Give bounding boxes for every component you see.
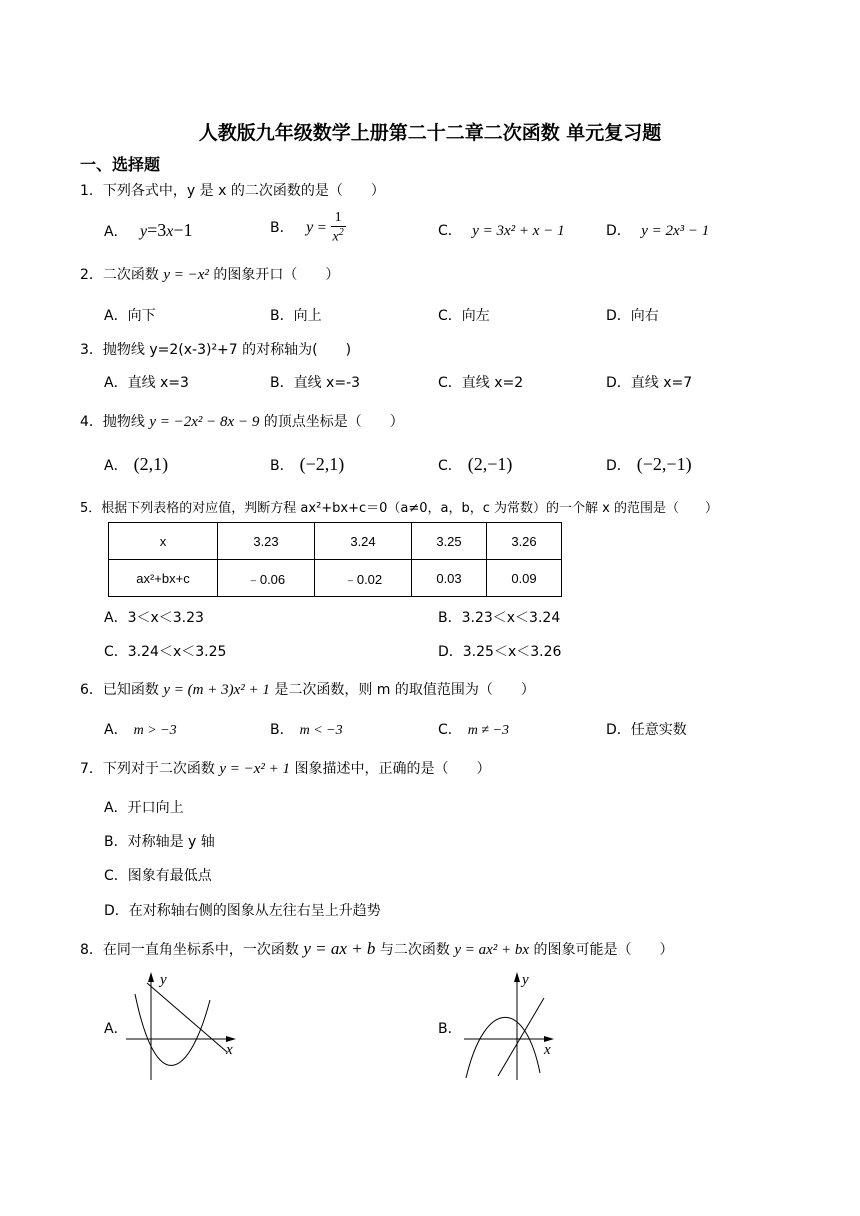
question-5-stem: 5．根据下列表格的对应值，判断方程 ax²+bx+c＝0（a≠0，a，b，c 为常数）的一个解 x 的范围是（ ） bbox=[80, 501, 719, 516]
table-cell: ﹣0.06 bbox=[218, 560, 315, 597]
table-cell: x bbox=[109, 523, 218, 560]
q3-option-a: A．直线 x=3 bbox=[104, 375, 189, 391]
q4-option-b: B． (−2,1) bbox=[270, 454, 345, 474]
q2-option-d: D．向右 bbox=[606, 308, 659, 324]
q6-option-b: B． m < −3 bbox=[270, 722, 343, 738]
table-cell: 3.24 bbox=[315, 523, 412, 560]
q1-option-a: A． y=3x−1 bbox=[104, 220, 193, 240]
q4-option-c: C． (2,−1) bbox=[438, 454, 513, 474]
q3-option-d: D．直线 x=7 bbox=[606, 375, 693, 391]
y-axis-label: y bbox=[160, 972, 167, 988]
q6-option-d: D．任意实数 bbox=[606, 722, 687, 738]
question-4-stem: 4．抛物线 y = −2x² − 8x − 9 的顶点坐标是（ ） bbox=[80, 414, 404, 430]
x-axis-label: x bbox=[544, 1042, 551, 1058]
value-table bbox=[108, 522, 562, 597]
table-cell: 3.23 bbox=[218, 523, 315, 560]
q4-option-a: A． (2,1) bbox=[104, 454, 169, 474]
q8-graph-a bbox=[122, 968, 252, 1083]
q2-option-b: B．向上 bbox=[270, 308, 322, 324]
q5-option-d: D．3.25＜x＜3.26 bbox=[438, 644, 562, 660]
parabola bbox=[466, 1017, 540, 1078]
y-axis-label: y bbox=[522, 972, 529, 988]
line bbox=[147, 983, 227, 1052]
question-2-stem: 2．二次函数 y = −x² 的图象开口（ ） bbox=[80, 267, 340, 283]
question-3-stem: 3．抛物线 y=2(x-3)²+7 的对称轴为( ) bbox=[80, 342, 352, 358]
table-cell: 0.03 bbox=[412, 560, 487, 597]
q4-option-d: D． (−2,−1) bbox=[606, 454, 692, 474]
q1-option-b: B． y = $\frac{1}{x^2}$ bbox=[270, 210, 344, 245]
q7-option-c: C．图象有最低点 bbox=[104, 868, 212, 884]
table-cell: 0.09 bbox=[487, 560, 562, 597]
question-7-stem: 7．下列对于二次函数 y = −x² + 1 图象描述中，正确的是（ ） bbox=[80, 761, 491, 777]
question-1-stem: 1．下列各式中，y 是 x 的二次函数的是（ ） bbox=[80, 183, 385, 199]
q5-option-c: C．3.24＜x＜3.25 bbox=[104, 644, 227, 660]
section-heading: 一、选择题 bbox=[80, 155, 161, 174]
table-cell: 3.26 bbox=[487, 523, 562, 560]
x-axis-label: x bbox=[226, 1042, 233, 1058]
q2-option-a: A．向下 bbox=[104, 308, 156, 324]
line bbox=[498, 998, 544, 1076]
q2-option-c: C．向左 bbox=[438, 308, 490, 324]
q6-option-c: C． m ≠ −3 bbox=[438, 722, 510, 738]
y-axis-arrow-icon bbox=[148, 972, 154, 982]
q8-option-a: A． bbox=[104, 1021, 128, 1037]
q6-option-a: A． m > −3 bbox=[104, 722, 177, 738]
q7-option-b: B．对称轴是 y 轴 bbox=[104, 834, 215, 850]
q5-option-b: B．3.23＜x＜3.24 bbox=[438, 610, 561, 626]
y-axis-arrow-icon bbox=[514, 972, 520, 982]
table-cell: ax²+bx+c bbox=[109, 560, 218, 597]
table-cell: 3.25 bbox=[412, 523, 487, 560]
table-cell: ﹣0.02 bbox=[315, 560, 412, 597]
table-row bbox=[109, 523, 562, 560]
page-title: 人教版九年级数学上册第二十二章二次函数 单元复习题 bbox=[198, 122, 662, 144]
q8-graph-b bbox=[460, 968, 570, 1083]
q3-option-b: B．直线 x=-3 bbox=[270, 375, 361, 391]
q7-option-a: A．开口向上 bbox=[104, 800, 184, 816]
question-8-stem: 8．在同一直角坐标系中，一次函数 y = ax + b 与二次函数 y = ax² + bx 的图象可能是（ ） bbox=[80, 939, 674, 958]
q1-option-c: C． y = 3x² + x − 1 bbox=[438, 223, 565, 239]
q1-option-d: D． y = 2x³ − 1 bbox=[606, 223, 710, 239]
q5-option-a: A．3＜x＜3.23 bbox=[104, 610, 204, 626]
table-row bbox=[109, 560, 562, 597]
q8-option-b: B． bbox=[438, 1021, 462, 1037]
q7-option-d: D．在对称轴右侧的图象从左往右呈上升趋势 bbox=[104, 903, 381, 919]
q3-option-c: C．直线 x=2 bbox=[438, 375, 524, 391]
question-6-stem: 6．已知函数 y = (m + 3)x² + 1 是二次函数，则 m 的取值范围为（ ） bbox=[80, 682, 535, 698]
